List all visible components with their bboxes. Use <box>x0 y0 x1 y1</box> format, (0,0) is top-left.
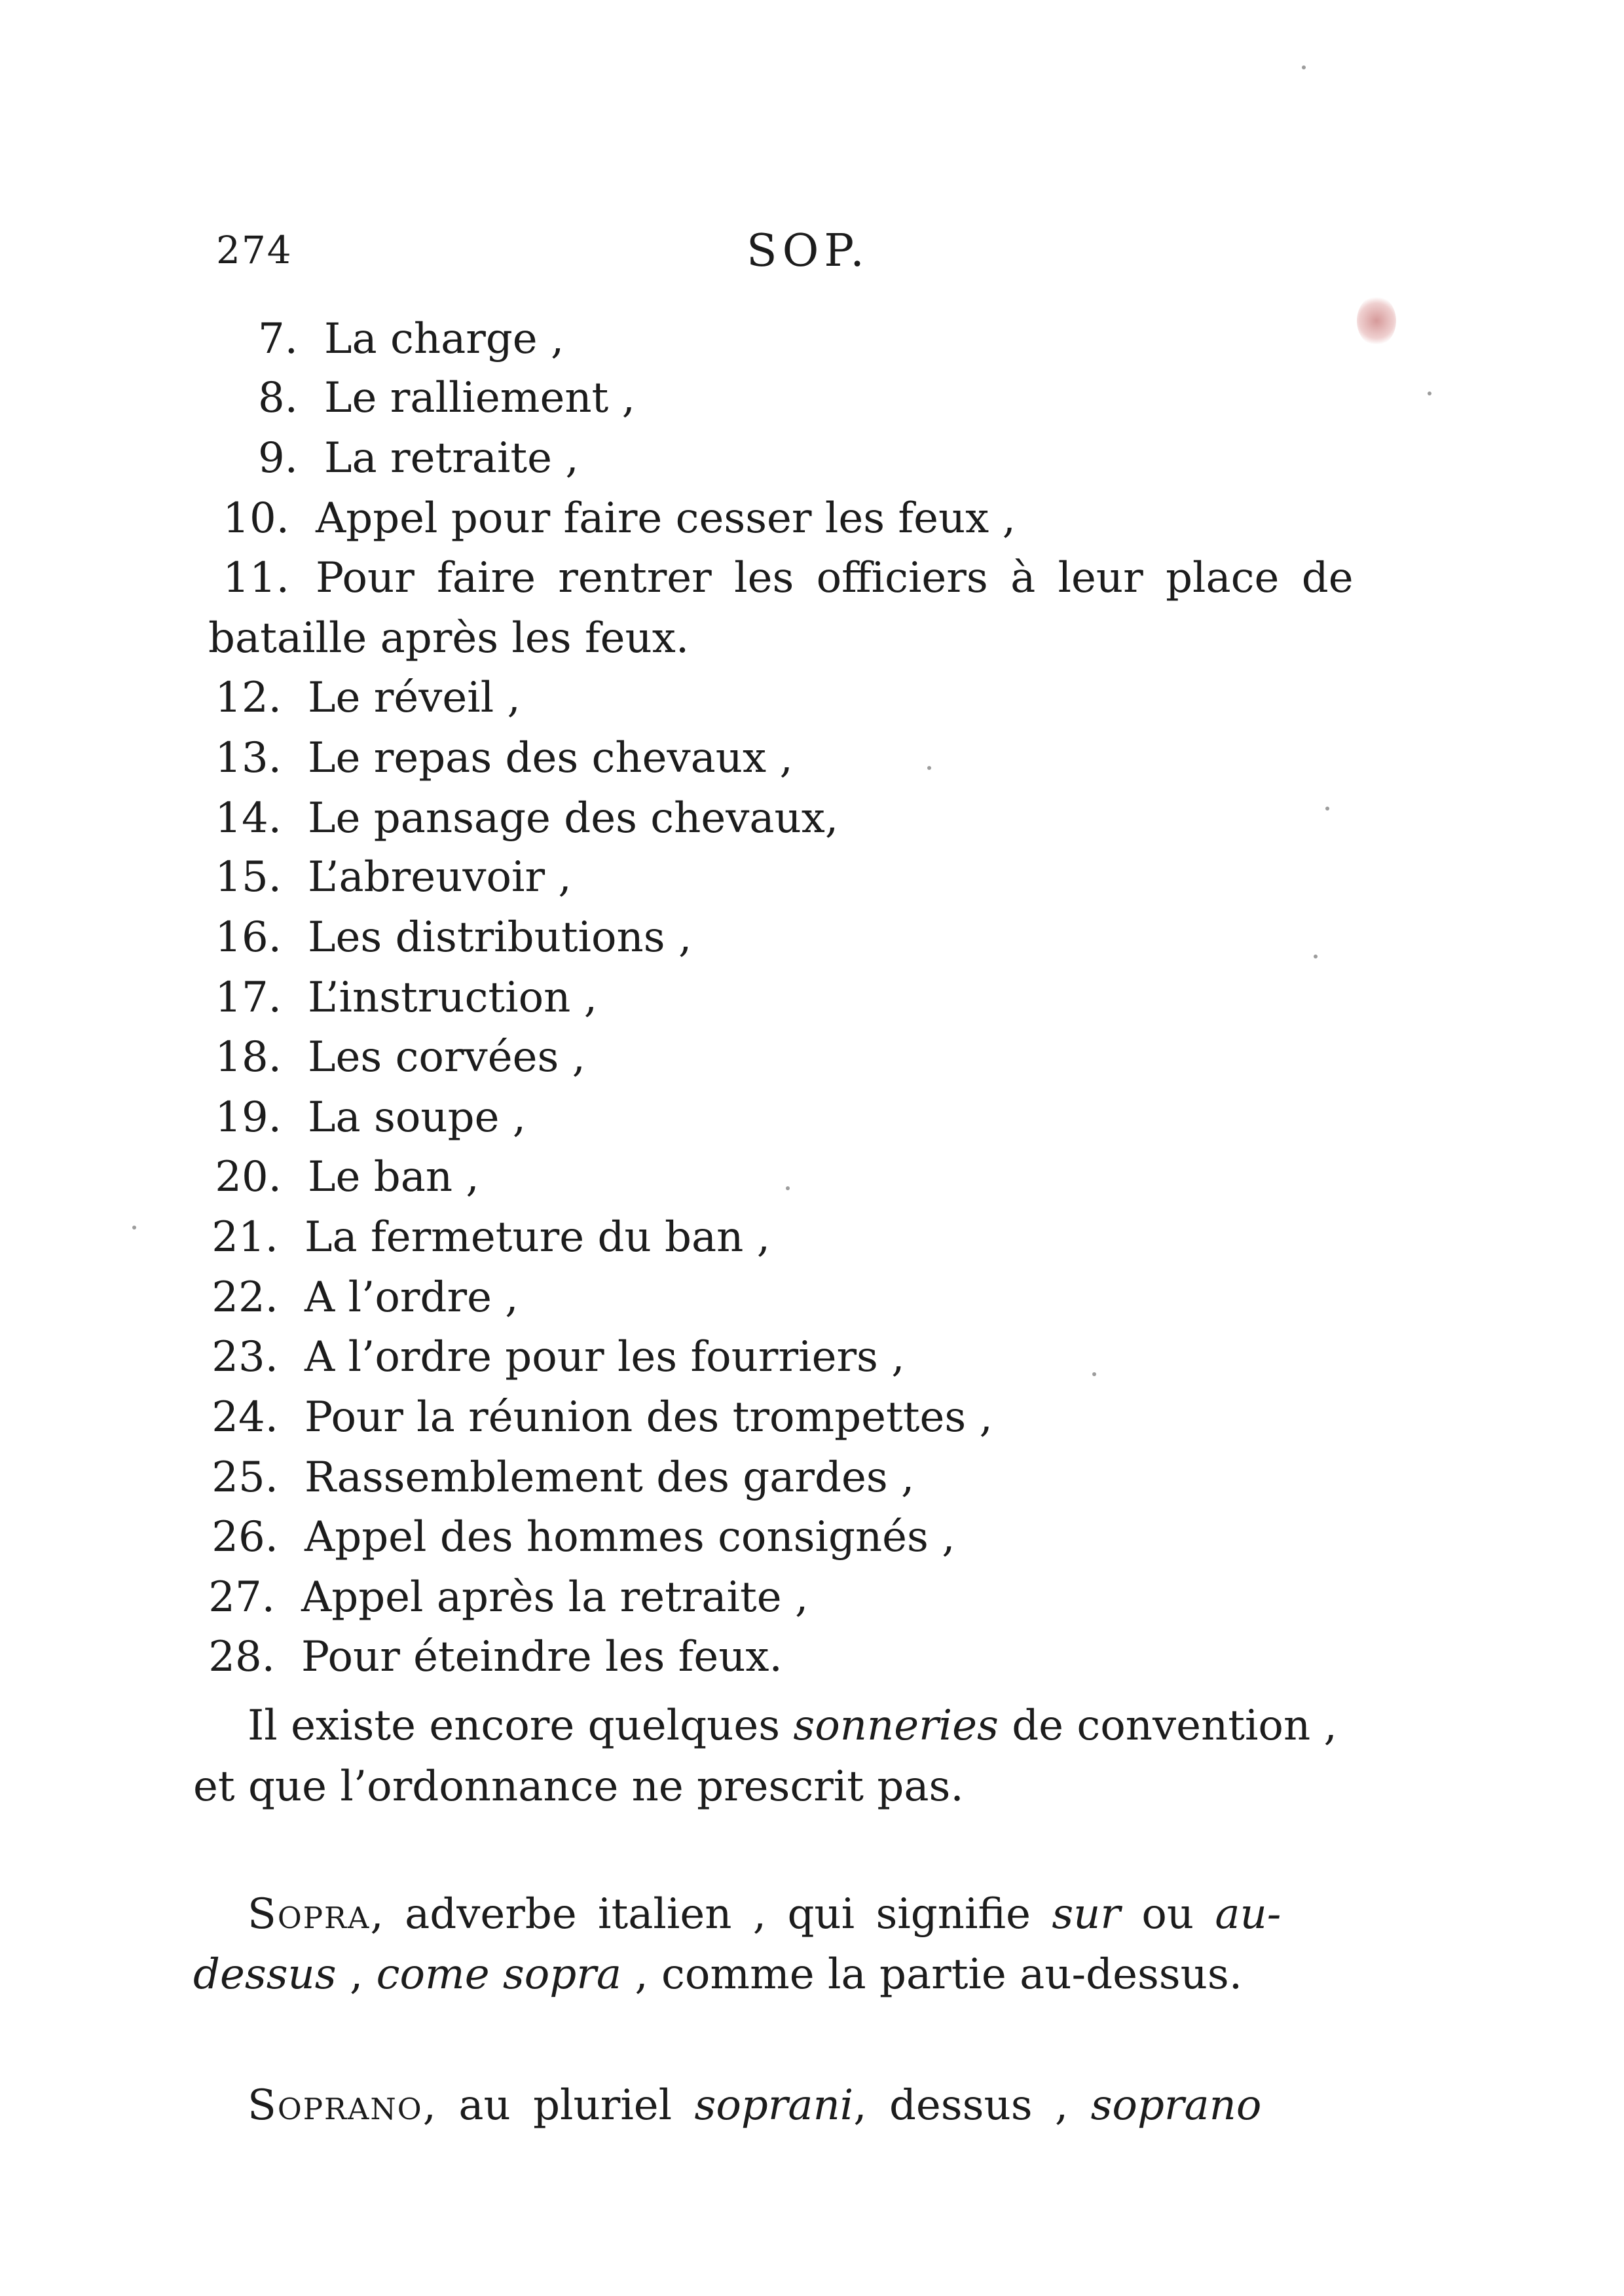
item-text: Pour faire rentrer les officiers à leur place de <box>316 554 1354 602</box>
item-text: Le repas des chevaux , <box>308 734 793 782</box>
item-number: 25. <box>212 1453 278 1502</box>
ink-stain <box>1357 296 1396 346</box>
item-number: 20. <box>215 1153 282 1201</box>
list-item <box>172 552 1354 604</box>
item-number: 10. <box>223 494 289 543</box>
item-text: Le ralliement , <box>324 374 635 422</box>
list-item <box>157 1631 783 1683</box>
text-run: de convention , <box>998 1702 1337 1750</box>
list-item <box>160 1271 519 1324</box>
item-number: 14. <box>215 794 282 843</box>
list-item <box>164 911 692 964</box>
text-run: , adverbe italien , qui signifie <box>370 1890 1052 1939</box>
list-item <box>160 1511 955 1563</box>
italic-term: dessus <box>193 1950 337 1999</box>
list-item <box>164 1091 526 1144</box>
item-number: 15. <box>215 853 282 902</box>
item-number: 9. <box>257 434 298 483</box>
item-text: Appel des hommes consignés , <box>304 1513 955 1561</box>
paper-speck <box>1428 392 1431 395</box>
item-text: Le réveil , <box>308 674 521 722</box>
item-number: 28. <box>208 1633 275 1681</box>
item-text: La charge , <box>324 315 564 363</box>
list-item <box>160 1331 905 1383</box>
list-item <box>160 1451 914 1504</box>
italic-term: au- <box>1215 1890 1282 1939</box>
item-number: 19. <box>215 1093 282 1142</box>
item-text: Les corvées , <box>308 1033 585 1082</box>
page-number: 274 <box>216 228 293 272</box>
item-number: 26. <box>212 1513 278 1561</box>
list-item <box>160 1211 770 1264</box>
text-run: Il existe encore quelques <box>248 1702 794 1750</box>
item-number: 7. <box>257 315 298 363</box>
italic-term: come sopra <box>376 1950 621 1999</box>
text-run: , <box>336 1950 377 1999</box>
paper-speck <box>1325 807 1329 811</box>
list-item <box>164 851 572 903</box>
entry-sopra-line-1 <box>248 1884 1281 1944</box>
paper-speck <box>1314 955 1318 958</box>
item-text: Rassemblement des gardes , <box>304 1453 915 1502</box>
item-number: 23. <box>212 1333 278 1381</box>
item-number: 11. <box>223 554 289 602</box>
paper-speck <box>786 1186 790 1190</box>
italic-term: sonneries <box>793 1702 999 1750</box>
list-item <box>157 1571 808 1624</box>
italic-term: soprano <box>1090 2081 1262 2130</box>
text-run: ou <box>1120 1890 1215 1939</box>
item-text: La fermeture du ban , <box>304 1213 771 1262</box>
item-text: La soupe , <box>308 1093 526 1142</box>
running-title: SOP. <box>747 225 870 277</box>
list-item <box>164 732 793 784</box>
item-continuation: bataille après les feux. <box>208 614 690 663</box>
item-text: Le ban , <box>308 1153 479 1201</box>
item-number: 12. <box>215 674 282 722</box>
italic-term: sur <box>1052 1890 1120 1939</box>
item-number: 27. <box>208 1573 275 1622</box>
text-run: , dessus , <box>853 2081 1091 2130</box>
paper-speck <box>132 1226 136 1230</box>
item-text: La retraite , <box>324 434 579 483</box>
list-item <box>164 972 597 1024</box>
text-run: , au pluriel <box>422 2081 695 2130</box>
item-number: 21. <box>212 1213 278 1262</box>
item-number: 16. <box>215 913 282 962</box>
item-text: L’instruction , <box>308 974 598 1022</box>
headword: Soprano <box>248 2081 423 2130</box>
list-item <box>180 372 635 424</box>
entry-soprano-line-1 <box>248 2075 1261 2136</box>
list-item <box>180 432 579 484</box>
item-text: Appel pour faire cesser les feux , <box>316 494 1016 543</box>
closing-paragraph-line-1 <box>248 1696 1337 1756</box>
item-text: Pour la réunion des trompettes , <box>304 1393 993 1442</box>
item-number: 8. <box>257 374 298 422</box>
list-item <box>164 672 521 724</box>
running-head <box>216 225 1414 287</box>
list-item <box>160 1391 993 1444</box>
paper-speck <box>1092 1372 1096 1376</box>
paper-speck <box>927 766 931 770</box>
list-item <box>164 1031 585 1084</box>
item-text: L’abreuvoir , <box>308 853 572 902</box>
list-item <box>164 1151 479 1203</box>
item-text: Appel après la retraite , <box>301 1573 809 1622</box>
paper-speck <box>1302 65 1306 69</box>
list-item <box>164 792 838 845</box>
italic-term: soprani <box>694 2081 854 2130</box>
list-item <box>180 313 564 365</box>
item-number: 18. <box>215 1033 282 1082</box>
item-number: 17. <box>215 974 282 1022</box>
item-text: A l’ordre pour les fourriers , <box>304 1333 905 1381</box>
text-run: , comme la partie au-dessus. <box>621 1950 1243 1999</box>
entry-sopra-line-2 <box>193 1944 1242 2005</box>
item-text: Les distributions , <box>308 913 692 962</box>
item-number: 24. <box>212 1393 278 1442</box>
item-text: Le pansage des chevaux, <box>308 794 839 843</box>
item-text: Pour éteindre les feux. <box>301 1633 783 1681</box>
closing-paragraph-line-2: et que l’ordonnance ne prescrit pas. <box>193 1762 964 1811</box>
item-number: 13. <box>215 734 282 782</box>
item-number: 22. <box>212 1273 278 1322</box>
list-item <box>172 492 1016 545</box>
item-text: A l’ordre , <box>304 1273 519 1322</box>
headword: Sopra <box>248 1890 371 1939</box>
